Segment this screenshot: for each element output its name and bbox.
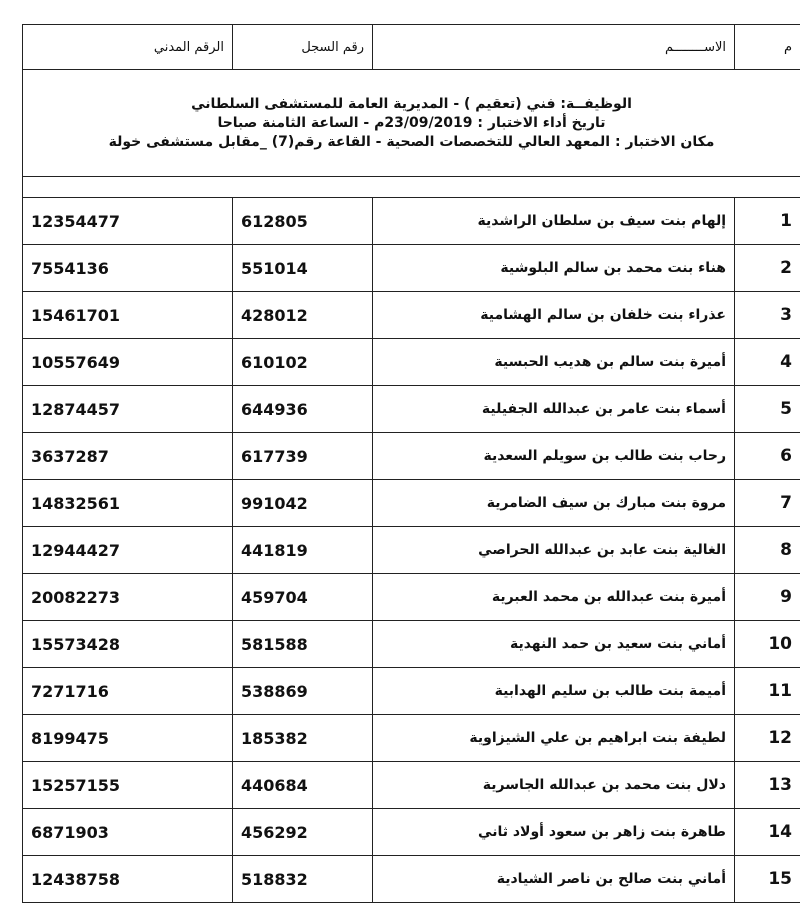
candidate-name: عذراء بنت خلفان بن سالم الهشامية (373, 292, 735, 339)
row-number: 7 (735, 480, 800, 527)
civil-number: 15461701 (23, 292, 233, 339)
row-number: 15 (735, 856, 800, 903)
registry-number: 459704 (233, 574, 373, 621)
registry-number: 612805 (233, 198, 373, 245)
registry-number: 581588 (233, 621, 373, 668)
table-row (23, 715, 800, 762)
header-name: الاســــــــم (373, 25, 735, 70)
row-number: 12 (735, 715, 800, 762)
table-row (23, 245, 800, 292)
table-row (23, 292, 800, 339)
row-number: 5 (735, 386, 800, 433)
header-registry-number: رقم السجل (233, 25, 373, 70)
table-row (23, 574, 800, 621)
registry-number: 441819 (233, 527, 373, 574)
candidate-name: أميرة بنت عبدالله بن محمد العبرية (373, 574, 735, 621)
registry-number: 440684 (233, 762, 373, 809)
table-row (23, 621, 800, 668)
candidate-name: أميمة بنت طالب بن سليم الهدابية (373, 668, 735, 715)
row-number: 14 (735, 809, 800, 856)
exam-location-line: مكان الاختبار : المعهد العالي للتخصصات الصحية - القاعة رقم(7) _مقابل مستشفى خولة (31, 133, 792, 152)
registry-number: 991042 (233, 480, 373, 527)
registry-number: 617739 (233, 433, 373, 480)
registry-number: 538869 (233, 668, 373, 715)
civil-number: 12354477 (23, 198, 233, 245)
table-row (23, 386, 800, 433)
candidate-name: أماني بنت صالح بن ناصر الشيادية (373, 856, 735, 903)
civil-number: 12874457 (23, 386, 233, 433)
civil-number: 7271716 (23, 668, 233, 715)
registry-number: 551014 (233, 245, 373, 292)
header-civil-number: الرقم المدني (23, 25, 233, 70)
candidate-name: رحاب بنت طالب بن سويلم السعدية (373, 433, 735, 480)
civil-number: 15573428 (23, 621, 233, 668)
row-number: 4 (735, 339, 800, 386)
row-number: 13 (735, 762, 800, 809)
civil-number: 3637287 (23, 433, 233, 480)
row-number: 2 (735, 245, 800, 292)
table-row (23, 668, 800, 715)
table-row (23, 339, 800, 386)
table-row (23, 433, 800, 480)
table-row (23, 527, 800, 574)
row-number: 11 (735, 668, 800, 715)
civil-number: 8199475 (23, 715, 233, 762)
candidate-name: مروة بنت مبارك بن سيف الضامرية (373, 480, 735, 527)
candidate-name: لطيفة بنت ابراهيم بن علي الشيزاوية (373, 715, 735, 762)
candidate-name: طاهرة بنت زاهر بن سعود أولاد ثاني (373, 809, 735, 856)
exam-info-cell (23, 70, 800, 177)
civil-number: 14832561 (23, 480, 233, 527)
registry-number: 518832 (233, 856, 373, 903)
header-row (23, 25, 800, 70)
candidates-table (22, 24, 800, 903)
job-title-line: الوظيفــة: فني (تعقيم ) - المديرية العامة للمستشفى السلطاني (31, 95, 792, 114)
row-number: 6 (735, 433, 800, 480)
spacer-row (23, 177, 800, 198)
table-body (23, 25, 800, 903)
civil-number: 7554136 (23, 245, 233, 292)
registry-number: 185382 (233, 715, 373, 762)
civil-number: 15257155 (23, 762, 233, 809)
header-number: م (735, 25, 800, 70)
registry-number: 428012 (233, 292, 373, 339)
spacer-cell (23, 177, 800, 198)
row-number: 10 (735, 621, 800, 668)
candidate-name: أميرة بنت سالم بن هديب الحبسية (373, 339, 735, 386)
civil-number: 10557649 (23, 339, 233, 386)
exam-info-row (23, 70, 800, 177)
table-row (23, 480, 800, 527)
table-row (23, 762, 800, 809)
candidate-name: أسماء بنت عامر بن عبدالله الجفيلية (373, 386, 735, 433)
row-number: 3 (735, 292, 800, 339)
registry-number: 644936 (233, 386, 373, 433)
candidate-name: الغالية بنت عابد بن عبدالله الحراصي (373, 527, 735, 574)
candidate-name: هناء بنت محمد بن سالم البلوشية (373, 245, 735, 292)
civil-number: 12438758 (23, 856, 233, 903)
candidate-name: دلال بنت محمد بن عبدالله الجاسرية (373, 762, 735, 809)
civil-number: 6871903 (23, 809, 233, 856)
registry-number: 456292 (233, 809, 373, 856)
exam-date-line: تاريخ أداء الاختبار : 23/09/2019م - الساعة الثامنة صباحا (31, 114, 792, 133)
table-row (23, 856, 800, 903)
civil-number: 12944427 (23, 527, 233, 574)
table-row (23, 198, 800, 245)
registry-number: 610102 (233, 339, 373, 386)
row-number: 1 (735, 198, 800, 245)
candidate-name: إلهام بنت سيف بن سلطان الراشدية (373, 198, 735, 245)
table-row (23, 809, 800, 856)
candidate-name: أماني بنت سعيد بن حمد النهدية (373, 621, 735, 668)
row-number: 9 (735, 574, 800, 621)
civil-number: 20082273 (23, 574, 233, 621)
row-number: 8 (735, 527, 800, 574)
